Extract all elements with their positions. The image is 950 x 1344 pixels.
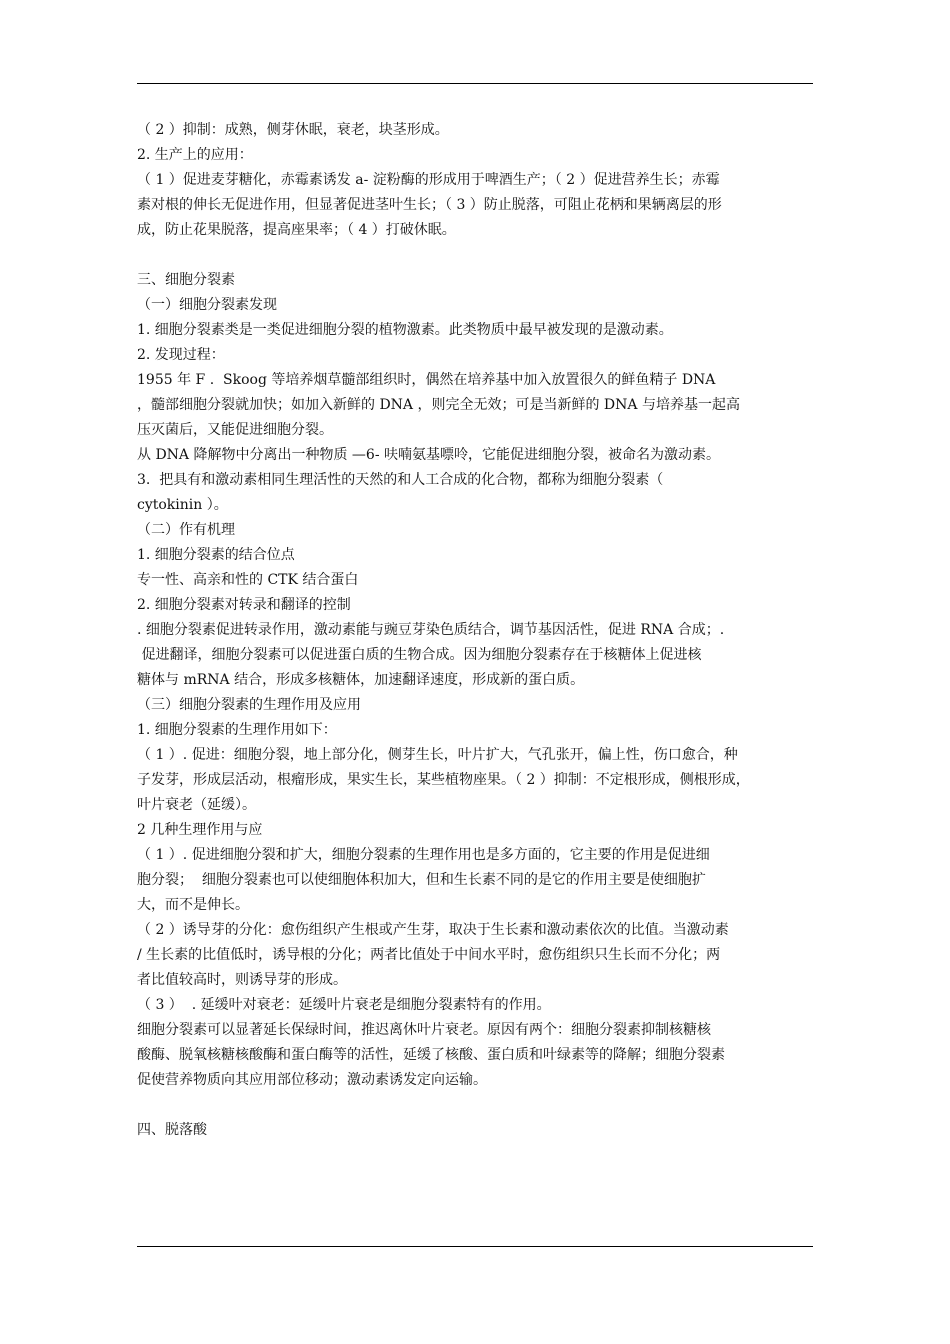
footer-rule [137, 1246, 813, 1247]
text-line: ，髓部细胞分裂就加快；如加入新鲜的 DNA ，则完全无效；可是当新鲜的 DNA 与培养基一起高 [137, 397, 740, 413]
text-line: 1. 细胞分裂素的结合位点 [137, 547, 295, 563]
header-rule [137, 83, 813, 84]
text-line: （ 1 ）. 促进：细胞分裂，地上部分化，侧芽生长，叶片扩大，气孔张开，偏上性，伤口愈合，种 [137, 747, 738, 763]
text-line: （ 1 ）促进麦芽糖化，赤霉素诱发 a- 淀粉酶的形成用于啤酒生产；（ 2 ）促进营养生长；赤霉 [137, 172, 720, 188]
text-line: 四、脱落酸 [137, 1122, 207, 1138]
document-body [137, 118, 827, 1143]
text-line: （ 2 ）诱导芽的分化：愈伤组织产生根或产生芽，取决于生长素和激动素依次的比值。当激动素 [137, 922, 729, 938]
text-line: 子发芽，形成层活动，根瘤形成，果实生长，某些植物座果。（ 2 ）抑制：不定根形成，侧根形成， [137, 772, 750, 788]
text-line: 2. 发现过程： [137, 347, 225, 363]
text-line: 专一性、高亲和性的 CTK 结合蛋白 [137, 572, 359, 588]
text-line: 从 DNA 降解物中分离出一种物质 —6- 呋喃氨基嘌呤，它能促进细胞分裂，被命名为激动素。 [137, 447, 721, 463]
text-line: 1955 年 F . Skoog 等培养烟草髓部组织时，偶然在培养基中加入放置很久的鲜鱼精子 DNA [137, 372, 716, 388]
text-line: 细胞分裂素可以显著延长保绿时间，推迟离休叶片衰老。原因有两个：细胞分裂素抑制核糖核 [137, 1022, 711, 1038]
text-line: / 生长素的比值低时，诱导根的分化；两者比值处于中间水平时，愈伤组织只生长而不分化；两 [137, 947, 721, 963]
text-line: （三）细胞分裂素的生理作用及应用 [137, 697, 361, 713]
text-line: 者比值较高时，则诱导芽的形成。 [137, 972, 347, 988]
text-line: 酸酶、脱氧核糖核酸酶和蛋白酶等的活性，延缓了核酸、蛋白质和叶绿素等的降解；细胞分裂素 [137, 1047, 725, 1063]
text-line: cytokinin ）。 [137, 497, 228, 513]
text-line: 胞分裂； 细胞分裂素也可以使细胞体积加大，但和生长素不同的是它的作用主要是使细胞扩 [137, 872, 706, 888]
text-line: 2. 细胞分裂素对转录和翻译的控制 [137, 597, 351, 613]
text-line: （二）作有机理 [137, 522, 235, 538]
text-line: 糖体与 mRNA 结合，形成多核糖体，加速翻译速度，形成新的蛋白质。 [137, 672, 585, 688]
text-line: 1. 细胞分裂素的生理作用如下： [137, 722, 337, 738]
text-line: 素对根的伸长无促进作用，但显著促进茎叶生长；（ 3 ）防止脱落，可阻止花柄和果辆离层的形 [137, 197, 722, 213]
text-line: （一）细胞分裂素发现 [137, 297, 277, 313]
text-line: 叶片衰老（延缓）。 [137, 797, 256, 813]
text-line: 促使营养物质向其应用部位移动；激动素诱发定向运输。 [137, 1072, 487, 1088]
text-line: 3. 把具有和激动素相同生理活性的天然的和人工合成的化合物，都称为细胞分裂素（ [137, 472, 664, 488]
text-line: 成，防止花果脱落，提高座果率；（ 4 ）打破休眠。 [137, 222, 456, 238]
text-line: 促进翻译，细胞分裂素可以促进蛋白质的生物合成。因为细胞分裂素存在于核糖体上促进核 [137, 647, 702, 663]
text-line: （ 2 ）抑制：成熟，侧芽休眠，衰老，块茎形成。 [137, 122, 449, 138]
blank-line [137, 243, 827, 268]
text-line: （ 1 ）. 促进细胞分裂和扩大，细胞分裂素的生理作用也是多方面的，它主要的作用是促进细 [137, 847, 710, 863]
text-line: （ 3 ） . 延缓叶对衰老：延缓叶片衰老是细胞分裂素特有的作用。 [137, 997, 551, 1013]
blank-line [137, 1093, 827, 1118]
text-line: . 细胞分裂素促进转录作用，激动素能与豌豆芽染色质结合，调节基因活性，促进 RNA 合成；. [137, 622, 725, 638]
text-line: 压灭菌后，又能促进细胞分裂。 [137, 422, 333, 438]
text-line: 2. 生产上的应用： [137, 147, 253, 163]
text-line: 2 几种生理作用与应 [137, 822, 263, 838]
text-line: 大，而不是伸长。 [137, 897, 249, 913]
text-line: 1. 细胞分裂素类是一类促进细胞分裂的植物激素。此类物质中最早被发现的是激动素。 [137, 322, 673, 338]
text-line: 三、细胞分裂素 [137, 272, 235, 288]
